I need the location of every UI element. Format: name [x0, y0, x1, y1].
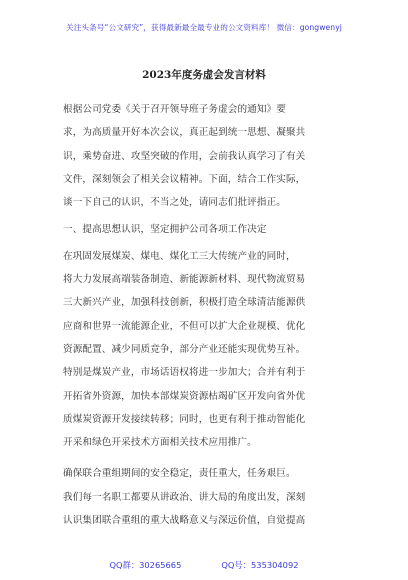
paragraph-line: 求，为高质量开好本次会议，真正起到统一思想、凝聚共 — [63, 127, 306, 138]
paragraph-line: 开采和绿色开采技术方面相关技术应用推广。 — [63, 437, 257, 448]
paragraph-line: 我们每一名职工都要从讲政治、讲大局的角度出发，深刻 — [63, 492, 306, 503]
contact-footer — [0, 559, 408, 571]
paragraph-line: 认识集团联合重组的重大战略意义与深远价值，自觉提高 — [63, 515, 306, 526]
paragraph-line: 谈一下自己的认识，不当之处，请同志们批评指正。 — [63, 197, 286, 208]
paragraph-line: 根据公司党委《关于召开领导班子务虚会的通知》要 — [63, 104, 286, 115]
paragraph-line: 资源配置、减少同质竞争，部分产业还能实现优势互补。 — [63, 344, 306, 355]
paragraph-line: 三大新兴产业，加强科技创新，积极打造全球清洁能源供 — [63, 297, 306, 308]
qq-group-text: QQ群：30265665 — [109, 560, 182, 570]
paragraph-line: 开拓省外资源，加快本部煤炭资源枯竭矿区开发向省外优 — [63, 391, 306, 402]
section-heading: 一、提高思想认识，坚定拥护公司各项工作决定 — [63, 224, 267, 235]
qq-number-text: QQ号：535304092 — [221, 560, 299, 570]
paragraph-line: 识，乘势奋进、攻坚突破的作用，会前我认真学习了有关 — [63, 151, 306, 162]
paragraph-line: 质煤炭资源开发接续转移；同时，也更有利于推动智能化 — [63, 414, 306, 425]
paragraph-line: 应商和世界一流能源企业，不但可以扩大企业规模、优化 — [63, 321, 306, 332]
paragraph-line: 特别是煤炭产业，市场话语权将进一步加大；合并有利于 — [63, 367, 306, 378]
paragraph-line: 文件，深刻领会了相关会议精神。下面，结合工作实际， — [63, 174, 306, 185]
document-title: 2023年度务虚会发言材料 — [142, 69, 266, 81]
paragraph-line: 将大力发展高端装备制造、新能源新材料、现代物流贸易 — [63, 274, 306, 285]
paragraph-line: 在巩固发展煤炭、煤电、煤化工三大传统产业的同时， — [63, 251, 296, 262]
paragraph-line: 确保联合重组期间的安全稳定，责任重大，任务艰巨。 — [63, 468, 296, 479]
promo-header: 关注头条号“公文研究”，获得最新最全最专业的公文资料库！ 微信：gongwenyj — [66, 23, 342, 32]
